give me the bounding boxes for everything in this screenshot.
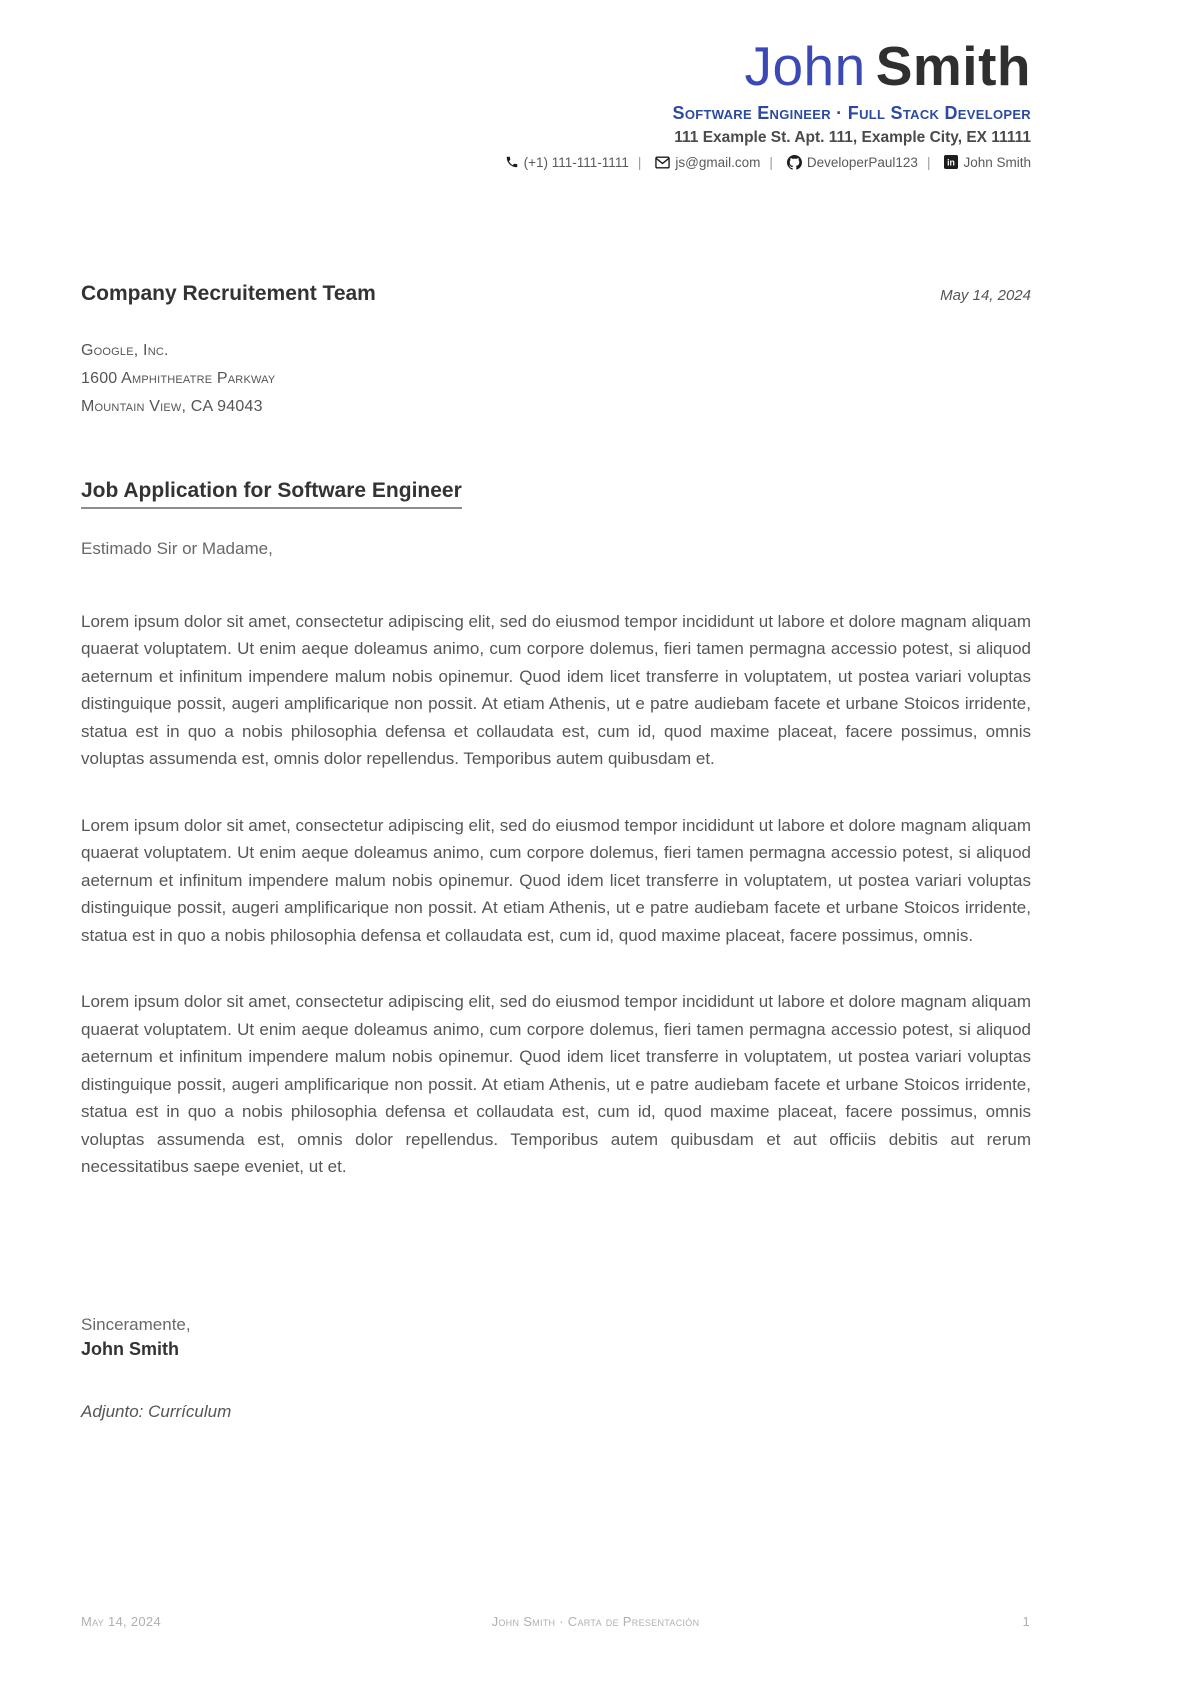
- contact-line: [81, 155, 1031, 170]
- greeting: Estimado Sir or Madame,: [81, 538, 273, 558]
- phone-icon: [505, 155, 519, 169]
- recipient-row: [81, 282, 1031, 306]
- page-footer: [0, 1614, 1191, 1629]
- recipient-title: Company Recruitement Team: [81, 281, 376, 305]
- job-title-subtitle: Software Engineer · Full Stack Developer: [672, 102, 1031, 123]
- enclosure-note: Adjunto: Currículum: [81, 1401, 232, 1421]
- letter-header: [81, 0, 1031, 170]
- svg-text:in: | in: [947, 157, 956, 168]
- phone-contact[interactable]: [505, 155, 629, 170]
- github-contact[interactable]: [760, 155, 918, 170]
- letter-body: [81, 608, 1031, 1181]
- body-paragraph: Lorem ipsum dolor sit amet, consectetur adipiscing elit, sed do eiusmod tempor incididunt ut labore et dolore magnam aliquam quaerat voluptatem. Ut enim aeque doleamus animo, cum corpore dolemus, fieri tamen permagna accessio potest, si aliquod aeternum et infinitum impendere malum nobis opinemur. Quod idem licet transferre in voluptatem, ut postea variari voluptas distinguique possit, augeri amplificarique non possit. At etiam Athenis, ut e patre audiebam facete et urbane Stoicos irridente, statua est in quo a nobis philosophia defensa et collaudata est, cum id, quod maxime placeat, facere possimus, omnis.: [81, 815, 1031, 945]
- signature-name: John Smith: [81, 1338, 179, 1359]
- recipient-company: Google, Inc.: [81, 341, 169, 359]
- body-paragraph: Lorem ipsum dolor sit amet, consectetur adipiscing elit, sed do eiusmod tempor incididunt ut labore et dolore magnam aliquam quaerat voluptatem. Ut enim aeque doleamus animo, cum corpore dolemus, fieri tamen permagna accessio potest, si aliquod aeternum et infinitum impendere malum nobis opinemur. Quod idem licet transferre in voluptatem, ut postea variari voluptas distinguique possit, augeri amplificarique non possit. At etiam Athenis, ut e patre audiebam facete et urbane Stoicos irridente, statua est in quo a nobis philosophia defensa et collaudata est, cum id, quod maxime placeat, facere possimus, omnis voluptas assumenda est, omnis dolor repellendus. Temporibus autem quibusdam et aut officiis debitis aut rerum necessitatibus saepe eveniet, ut et.: [81, 992, 1031, 1177]
- linkedin-name: John Smith: [963, 154, 1031, 170]
- linkedin-contact[interactable]: [918, 155, 1031, 170]
- linkedin-icon: [944, 155, 958, 169]
- last-name: Smith: [875, 35, 1031, 97]
- body-paragraph: Lorem ipsum dolor sit amet, consectetur adipiscing elit, sed do eiusmod tempor incididunt ut labore et dolore magnam aliquam quaerat voluptatem. Ut enim aeque doleamus animo, cum corpore dolemus, fieri tamen permagna accessio potest, si aliquod aeternum et infinitum impendere malum nobis opinemur. Quod idem licet transferre in voluptatem, ut postea variari voluptas distinguique possit, augeri amplificarique non possit. At etiam Athenis, ut e patre audiebam facete et urbane Stoicos irridente, statua est in quo a nobis philosophia defensa et collaudata est, cum id, quod maxime placeat, facere possimus, omnis voluptas assumenda est, omnis dolor repellendus. Temporibus autem quibusdam et.: [81, 611, 1031, 769]
- footer-date: May 14, 2024: [81, 1614, 161, 1629]
- recipient-address: [81, 337, 1031, 421]
- footer-center-text: John Smith · Carta de Presentación: [491, 1614, 700, 1629]
- postal-address: 111 Example St. Apt. 111, Example City, EX 11111: [674, 128, 1031, 146]
- first-name: John: [744, 35, 866, 97]
- footer-page-number: 1: [1022, 1614, 1030, 1629]
- phone-number: (+1) 111-111-1111: [523, 154, 629, 170]
- person-name: [81, 35, 1031, 97]
- letter-date: May 14, 2024: [940, 286, 1031, 304]
- email-address: | js@gmail.com: [675, 154, 761, 170]
- email-contact[interactable]: [629, 155, 760, 170]
- recipient-city: Mountain View, CA 94043: [81, 397, 263, 415]
- github-icon: [787, 155, 802, 170]
- letter-subject: Job Application for Software Engineer: [81, 479, 462, 509]
- github-handle: | DeveloperPaul123: [806, 154, 918, 170]
- envelope-icon: [655, 156, 670, 169]
- recipient-street: 1600 Amphitheatre Parkway: [81, 369, 276, 387]
- closing-line: Sinceramente,: [81, 1314, 191, 1334]
